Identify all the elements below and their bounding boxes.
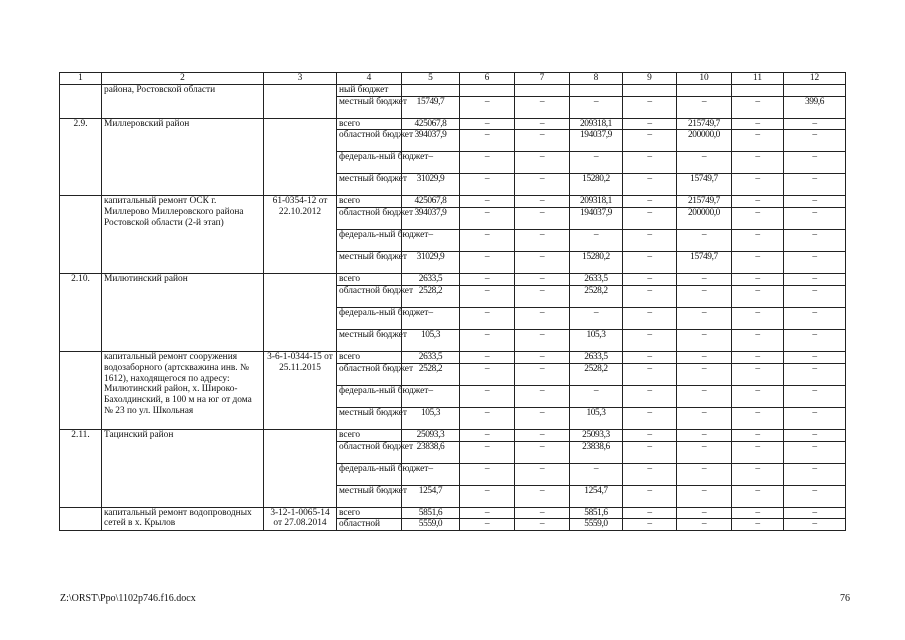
- value-cell: –: [732, 274, 784, 286]
- value-cell: –: [784, 363, 846, 385]
- value-cell: –: [784, 208, 846, 230]
- header-cell: 3: [264, 73, 337, 85]
- value-cell: –: [515, 174, 570, 196]
- value-cell: 15749,7: [677, 252, 732, 274]
- value-cell: –: [784, 307, 846, 329]
- value-cell: –: [570, 385, 623, 407]
- value-cell: –: [515, 274, 570, 286]
- value-cell: 194037,9: [570, 130, 623, 152]
- value-cell: –: [677, 385, 732, 407]
- value-cell: 5559,0: [570, 519, 623, 531]
- value-cell: [570, 84, 623, 96]
- value-cell: –: [570, 96, 623, 118]
- header-cell: 5: [402, 73, 460, 85]
- value-cell: –: [732, 208, 784, 230]
- value-cell: –: [784, 441, 846, 463]
- value-cell: 394037,9: [402, 208, 460, 230]
- header-cell: 8: [570, 73, 623, 85]
- budget-type: местный бюджет: [337, 252, 402, 274]
- row-code: [264, 274, 337, 352]
- value-cell: 209318,1: [570, 118, 623, 130]
- table-row: [60, 84, 846, 96]
- value-cell: –: [515, 196, 570, 208]
- value-cell: –: [677, 329, 732, 351]
- value-cell: –: [460, 307, 515, 329]
- value-cell: –: [515, 441, 570, 463]
- budget-type: федераль-ный бюджет: [337, 230, 402, 252]
- value-cell: –: [784, 385, 846, 407]
- value-cell: –: [732, 407, 784, 429]
- value-cell: –: [515, 285, 570, 307]
- budget-type: областной бюджет: [337, 363, 402, 385]
- value-cell: –: [623, 307, 677, 329]
- budget-type: всего: [337, 429, 402, 441]
- value-cell: 23838,6: [570, 441, 623, 463]
- value-cell: –: [784, 285, 846, 307]
- value-cell: –: [460, 96, 515, 118]
- budget-type: областной бюджет: [337, 285, 402, 307]
- value-cell: –: [570, 152, 623, 174]
- value-cell: –: [623, 329, 677, 351]
- value-cell: –: [677, 519, 732, 531]
- value-cell: –: [515, 230, 570, 252]
- value-cell: 2528,2: [402, 285, 460, 307]
- value-cell: –: [460, 507, 515, 519]
- row-name: района, Ростовской области: [102, 84, 264, 118]
- value-cell: –: [677, 363, 732, 385]
- value-cell: –: [515, 519, 570, 531]
- footer-page-number: 76: [840, 593, 850, 604]
- value-cell: –: [677, 285, 732, 307]
- value-cell: –: [623, 130, 677, 152]
- value-cell: –: [784, 130, 846, 152]
- value-cell: –: [732, 507, 784, 519]
- value-cell: –: [515, 130, 570, 152]
- value-cell: 105,3: [570, 329, 623, 351]
- value-cell: –: [784, 274, 846, 286]
- value-cell: –: [515, 485, 570, 507]
- table-row: [60, 507, 846, 519]
- value-cell: –: [784, 230, 846, 252]
- value-cell: –: [784, 196, 846, 208]
- value-cell: –: [677, 230, 732, 252]
- value-cell: –: [460, 485, 515, 507]
- value-cell: 2528,2: [570, 285, 623, 307]
- value-cell: –: [784, 507, 846, 519]
- header-row: [60, 73, 846, 85]
- value-cell: –: [677, 307, 732, 329]
- value-cell: 5851,6: [570, 507, 623, 519]
- row-code: [264, 118, 337, 196]
- value-cell: –: [732, 429, 784, 441]
- value-cell: –: [732, 96, 784, 118]
- value-cell: –: [460, 152, 515, 174]
- value-cell: –: [784, 252, 846, 274]
- table-row: [60, 196, 846, 208]
- budget-type: федераль-ный бюджет: [337, 307, 402, 329]
- value-cell: –: [623, 385, 677, 407]
- value-cell: –: [623, 274, 677, 286]
- value-cell: –: [623, 363, 677, 385]
- value-cell: 15280,2: [570, 252, 623, 274]
- value-cell: 15749,7: [677, 174, 732, 196]
- value-cell: [402, 84, 460, 96]
- value-cell: –: [623, 152, 677, 174]
- value-cell: 31029,9: [402, 174, 460, 196]
- header-cell: 4: [337, 73, 402, 85]
- header-cell: 12: [784, 73, 846, 85]
- budget-type: всего: [337, 507, 402, 519]
- value-cell: –: [460, 463, 515, 485]
- value-cell: –: [784, 485, 846, 507]
- header-cell: 2: [102, 73, 264, 85]
- value-cell: 209318,1: [570, 196, 623, 208]
- value-cell: –: [623, 407, 677, 429]
- value-cell: [732, 84, 784, 96]
- value-cell: 2633,5: [402, 351, 460, 363]
- value-cell: –: [732, 285, 784, 307]
- value-cell: –: [515, 507, 570, 519]
- row-number: [60, 507, 102, 531]
- value-cell: –: [732, 351, 784, 363]
- value-cell: –: [732, 307, 784, 329]
- value-cell: 25093,3: [570, 429, 623, 441]
- table-row: [60, 274, 846, 286]
- header-cell: 9: [623, 73, 677, 85]
- value-cell: –: [784, 429, 846, 441]
- value-cell: 5851,6: [402, 507, 460, 519]
- budget-type: всего: [337, 351, 402, 363]
- value-cell: 105,3: [570, 407, 623, 429]
- value-cell: –: [732, 329, 784, 351]
- value-cell: –: [677, 351, 732, 363]
- value-cell: 399,6: [784, 96, 846, 118]
- value-cell: –: [570, 307, 623, 329]
- value-cell: –: [732, 152, 784, 174]
- value-cell: –: [515, 407, 570, 429]
- value-cell: –: [677, 507, 732, 519]
- value-cell: –: [460, 118, 515, 130]
- row-code: 3-12-1-0065-14 от 27.08.2014: [264, 507, 337, 531]
- value-cell: 5559,0: [402, 519, 460, 531]
- value-cell: –: [732, 174, 784, 196]
- value-cell: –: [623, 196, 677, 208]
- row-name: капитальный ремонт ОСК г. Миллерово Миллеровского района Ростовской области (2-й этап): [102, 196, 264, 274]
- value-cell: –: [623, 252, 677, 274]
- value-cell: 425067,8: [402, 196, 460, 208]
- value-cell: –: [732, 130, 784, 152]
- value-cell: 2633,5: [570, 351, 623, 363]
- value-cell: –: [460, 230, 515, 252]
- value-cell: 215749,7: [677, 118, 732, 130]
- value-cell: 2633,5: [570, 274, 623, 286]
- row-number: [60, 351, 102, 429]
- budget-type: областной: [337, 519, 402, 531]
- budget-type: областной бюджет: [337, 130, 402, 152]
- value-cell: –: [515, 329, 570, 351]
- value-cell: 23838,6: [402, 441, 460, 463]
- value-cell: –: [402, 463, 460, 485]
- value-cell: 394037,9: [402, 130, 460, 152]
- value-cell: –: [677, 485, 732, 507]
- row-number: 2.10.: [60, 274, 102, 352]
- value-cell: [784, 84, 846, 96]
- row-code: 61-0354-12 от 22.10.2012: [264, 196, 337, 274]
- value-cell: –: [732, 118, 784, 130]
- value-cell: –: [460, 429, 515, 441]
- value-cell: –: [623, 351, 677, 363]
- budget-type: местный бюджет: [337, 96, 402, 118]
- value-cell: –: [623, 519, 677, 531]
- row-number: [60, 196, 102, 274]
- value-cell: –: [677, 463, 732, 485]
- value-cell: –: [515, 96, 570, 118]
- table-row: [60, 351, 846, 363]
- value-cell: –: [732, 441, 784, 463]
- value-cell: –: [570, 230, 623, 252]
- value-cell: –: [515, 307, 570, 329]
- value-cell: 105,3: [402, 407, 460, 429]
- value-cell: –: [402, 385, 460, 407]
- value-cell: –: [402, 307, 460, 329]
- value-cell: [515, 84, 570, 96]
- value-cell: –: [677, 274, 732, 286]
- row-name: Тацинский район: [102, 429, 264, 507]
- row-name: капитальный ремонт сооружения водозаборного (артскважина инв. № 1612), находящегося по адресу: Милютинский район, х. Широко-Бахолдинский, в 100 м на юг от дома № 23 по ул. Школьная: [102, 351, 264, 429]
- value-cell: –: [402, 230, 460, 252]
- header-cell: 7: [515, 73, 570, 85]
- value-cell: –: [515, 152, 570, 174]
- budget-type: всего: [337, 118, 402, 130]
- value-cell: –: [784, 329, 846, 351]
- row-code: 3-6-1-0344-15 от 25.11.2015: [264, 351, 337, 429]
- budget-type: федераль-ный бюджет: [337, 463, 402, 485]
- value-cell: –: [623, 230, 677, 252]
- header-cell: 11: [732, 73, 784, 85]
- value-cell: –: [784, 152, 846, 174]
- value-cell: –: [460, 385, 515, 407]
- value-cell: –: [784, 407, 846, 429]
- value-cell: 31029,9: [402, 252, 460, 274]
- value-cell: 200000,0: [677, 130, 732, 152]
- value-cell: –: [460, 208, 515, 230]
- value-cell: –: [460, 363, 515, 385]
- table-row: [60, 118, 846, 130]
- value-cell: 15280,2: [570, 174, 623, 196]
- value-cell: –: [515, 463, 570, 485]
- value-cell: –: [515, 118, 570, 130]
- value-cell: –: [515, 252, 570, 274]
- budget-type: местный бюджет: [337, 407, 402, 429]
- value-cell: –: [623, 96, 677, 118]
- value-cell: –: [732, 519, 784, 531]
- budget-type: ный бюджет: [337, 84, 402, 96]
- value-cell: –: [623, 285, 677, 307]
- row-name: капитальный ремонт водопроводных сетей в х. Крылов: [102, 507, 264, 531]
- budget-table: [59, 72, 846, 531]
- value-cell: –: [677, 407, 732, 429]
- value-cell: –: [623, 208, 677, 230]
- row-number: 2.11.: [60, 429, 102, 507]
- value-cell: –: [784, 118, 846, 130]
- value-cell: –: [570, 463, 623, 485]
- value-cell: –: [515, 351, 570, 363]
- row-name: Милютинский район: [102, 274, 264, 352]
- value-cell: –: [623, 174, 677, 196]
- header-cell: 6: [460, 73, 515, 85]
- value-cell: 425067,8: [402, 118, 460, 130]
- value-cell: –: [460, 441, 515, 463]
- header-cell: 1: [60, 73, 102, 85]
- value-cell: –: [623, 485, 677, 507]
- budget-type: местный бюджет: [337, 485, 402, 507]
- value-cell: –: [677, 429, 732, 441]
- row-name: Миллеровский район: [102, 118, 264, 196]
- value-cell: 200000,0: [677, 208, 732, 230]
- value-cell: –: [460, 130, 515, 152]
- row-number: [60, 84, 102, 118]
- value-cell: –: [623, 441, 677, 463]
- value-cell: –: [623, 429, 677, 441]
- row-code: [264, 84, 337, 118]
- value-cell: 1254,7: [570, 485, 623, 507]
- value-cell: 194037,9: [570, 208, 623, 230]
- value-cell: –: [732, 385, 784, 407]
- value-cell: –: [460, 519, 515, 531]
- footer-file-path: Z:\ORST\Ppo\1102p746.f16.docx: [60, 593, 196, 604]
- value-cell: –: [677, 152, 732, 174]
- row-number: 2.9.: [60, 118, 102, 196]
- value-cell: 2633,5: [402, 274, 460, 286]
- value-cell: –: [460, 329, 515, 351]
- value-cell: 25093,3: [402, 429, 460, 441]
- value-cell: –: [515, 363, 570, 385]
- value-cell: 2528,2: [402, 363, 460, 385]
- value-cell: –: [460, 285, 515, 307]
- value-cell: –: [732, 463, 784, 485]
- value-cell: 1254,7: [402, 485, 460, 507]
- value-cell: –: [784, 463, 846, 485]
- budget-type: областной бюджет: [337, 441, 402, 463]
- row-code: [264, 429, 337, 507]
- value-cell: –: [460, 351, 515, 363]
- value-cell: 15749,7: [402, 96, 460, 118]
- budget-type: всего: [337, 274, 402, 286]
- value-cell: –: [623, 507, 677, 519]
- value-cell: –: [460, 274, 515, 286]
- value-cell: –: [623, 118, 677, 130]
- value-cell: –: [784, 351, 846, 363]
- value-cell: –: [623, 463, 677, 485]
- budget-type: местный бюджет: [337, 329, 402, 351]
- value-cell: –: [677, 96, 732, 118]
- value-cell: –: [460, 174, 515, 196]
- value-cell: 215749,7: [677, 196, 732, 208]
- budget-type: федераль-ный бюджет: [337, 385, 402, 407]
- value-cell: –: [677, 441, 732, 463]
- value-cell: –: [402, 152, 460, 174]
- budget-type: местный бюджет: [337, 174, 402, 196]
- header-cell: 10: [677, 73, 732, 85]
- value-cell: 105,3: [402, 329, 460, 351]
- value-cell: –: [732, 230, 784, 252]
- value-cell: –: [784, 174, 846, 196]
- table-row: [60, 429, 846, 441]
- value-cell: –: [732, 196, 784, 208]
- value-cell: [623, 84, 677, 96]
- value-cell: [460, 84, 515, 96]
- value-cell: [677, 84, 732, 96]
- value-cell: –: [784, 519, 846, 531]
- budget-type: всего: [337, 196, 402, 208]
- value-cell: –: [460, 407, 515, 429]
- value-cell: –: [515, 429, 570, 441]
- value-cell: –: [732, 252, 784, 274]
- value-cell: –: [460, 196, 515, 208]
- value-cell: –: [732, 485, 784, 507]
- value-cell: –: [515, 208, 570, 230]
- value-cell: –: [732, 363, 784, 385]
- value-cell: 2528,2: [570, 363, 623, 385]
- value-cell: –: [515, 385, 570, 407]
- budget-type: областной бюджет: [337, 208, 402, 230]
- value-cell: –: [460, 252, 515, 274]
- budget-type: федераль-ный бюджет: [337, 152, 402, 174]
